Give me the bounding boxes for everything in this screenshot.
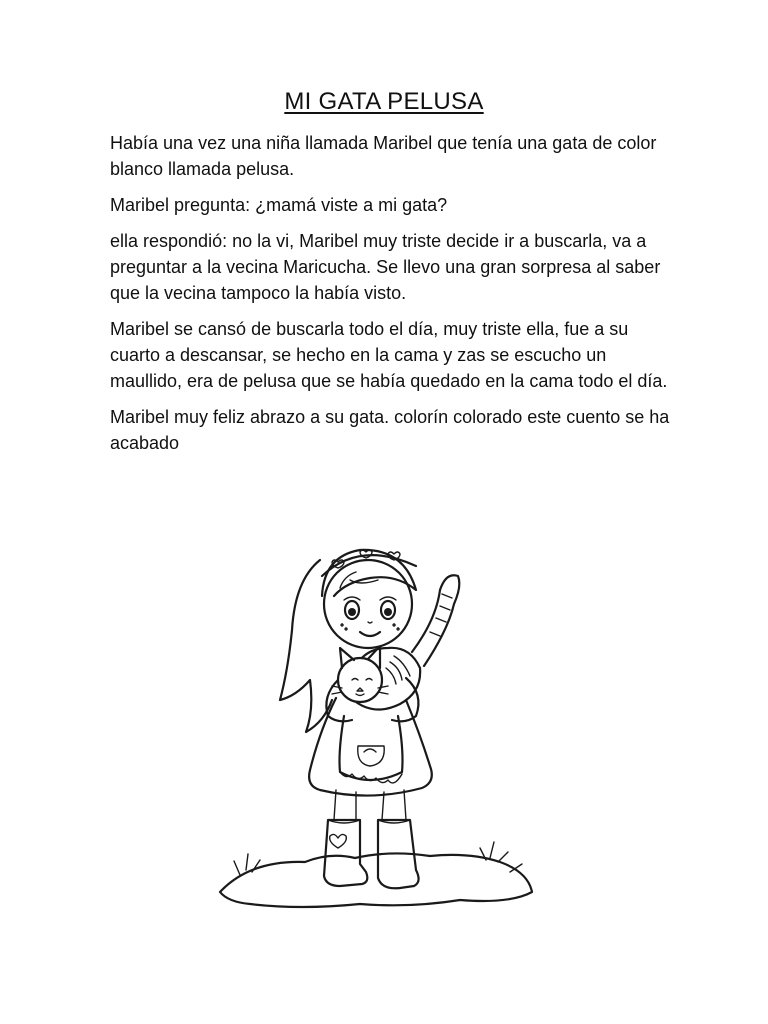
left-boot: [324, 820, 367, 886]
story-title: MI GATA PELUSA: [284, 88, 484, 115]
paragraph-3: ella respondió: no la vi, Maribel muy triste decide ir a buscarla, va a preguntar a la vecina Maricucha. Se llevo una gran sorpresa al saber que la vecina tampoco la había visto.: [110, 231, 661, 303]
heart-on-boot: [330, 834, 347, 848]
paragraph-1: Había una vez una niña llamada Maribel que tenía una gata de color blanco llamada pelusa.: [110, 133, 657, 179]
girl-with-cat-illustration: [210, 520, 540, 910]
paragraph-2: Maribel pregunta: ¿mamá viste a mi gata?: [110, 195, 448, 215]
paragraph-4: Maribel se cansó de buscarla todo el día, muy triste ella, fue a su cuarto a descansar, se hecho en la cama y zas se escucho un maullido, era de pelusa que se había quedado en la cama todo el día.: [110, 319, 668, 391]
apron: [340, 716, 403, 780]
grass-ground: [220, 853, 532, 907]
girl-with-cat-drawing: [210, 520, 540, 910]
story-body: [110, 130, 670, 466]
cat-tail: [412, 575, 459, 666]
paragraph-5: Maribel muy feliz abrazo a su gata. colorín colorado este cuento se ha acabado: [110, 407, 670, 453]
